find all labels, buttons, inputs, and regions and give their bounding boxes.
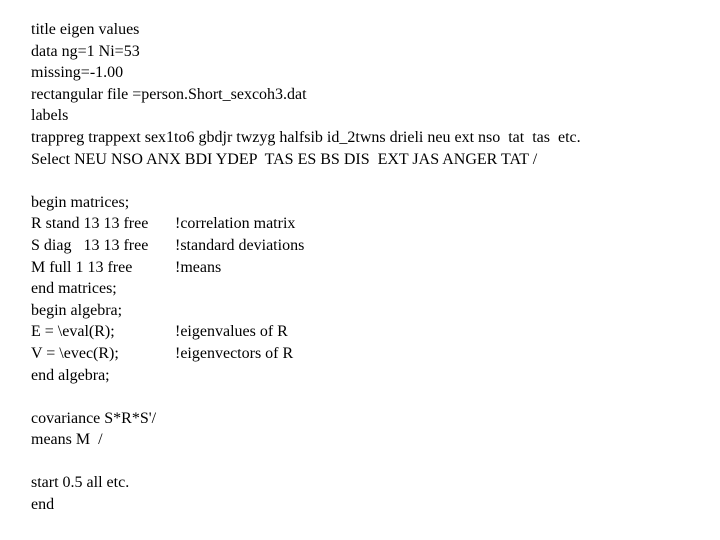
means-line: means M / [31,431,103,449]
code-row [31,321,711,343]
code-row [31,278,711,300]
code-text: begin matrices; [31,193,130,211]
header-block [31,19,711,170]
code-row [31,213,711,235]
title-line: title eigen values [31,21,140,38]
code-comment: !means [175,258,222,276]
label-names-line: trappreg trappext sex1to6 gbdjr twzyg halfsib id_2twns drieli neu ext nso tat tas etc. [31,128,581,146]
code-row [31,192,711,214]
code-text: end matrices; [31,280,117,298]
covariance-line: covariance S*R*S'/ [31,409,157,427]
script-listing [31,19,711,516]
code-text: V = \evec(R); [31,344,119,362]
code-row [31,365,711,387]
end-line: end [31,496,55,514]
code-text: end algebra; [31,366,110,384]
code-text: R stand 13 13 free [31,215,149,233]
blank-line [31,386,711,408]
blank-line [31,451,711,473]
code-text: S diag 13 13 free [31,236,149,254]
select-line: Select NEU NSO ANX BDI YDEP TAS ES BS DIS EXT JAS ANGER TAT / [31,150,538,168]
code-comment: !standard deviations [175,236,305,254]
start-line: start 0.5 all etc. [31,474,130,492]
rectangular-file-line: rectangular file =person.Short_sexcoh3.dat [31,85,307,103]
code-row [31,235,711,257]
code-row [31,343,711,365]
code-comment: !eigenvectors of R [175,344,294,362]
code-text: begin algebra; [31,301,123,319]
matrix-algebra-block [31,192,711,386]
blank-line [31,170,711,192]
footer-block [31,472,711,515]
code-comment: !correlation matrix [175,215,296,233]
code-comment: !eigenvalues of R [175,323,288,341]
labels-line: labels [31,107,69,125]
code-row [31,300,711,322]
model-block [31,408,711,451]
data-line: data ng=1 Ni=53 [31,42,140,60]
missing-line: missing=-1.00 [31,64,124,82]
code-text: M full 1 13 free [31,258,133,276]
code-row [31,257,711,279]
code-text: E = \eval(R); [31,323,115,341]
